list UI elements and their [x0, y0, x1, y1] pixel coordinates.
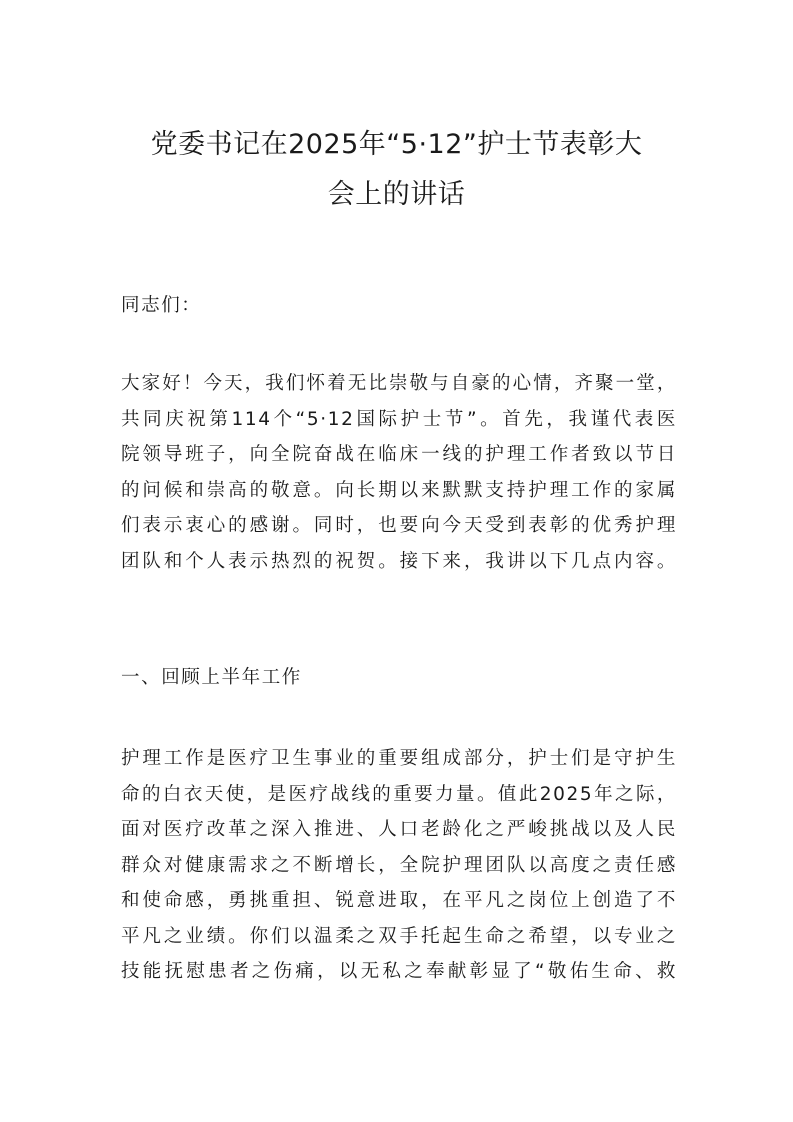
- paragraph-review: [121, 741, 677, 990]
- paragraph-line: 院领导班子，向全院奋战在临床一线的护理工作者致以节日: [121, 444, 677, 465]
- paragraph-line: 的问候和崇高的敬意。向长期以来默默支持护理工作的家属: [121, 479, 677, 501]
- paragraph-line: 命的白衣天使，是医疗战线的重要力量。值此2025年之际，: [121, 783, 677, 805]
- section-heading: [121, 660, 677, 696]
- paragraph-line: 技能抚慰患者之伤痛，以无私之奉献彰显了“敬佑生命、救: [121, 961, 677, 982]
- document-title: [100, 120, 693, 220]
- salutation-text: 同志们：: [121, 295, 202, 316]
- paragraph-line: 共同庆祝第114个“5·12国际护士节”。首先，我谨代表医: [121, 408, 677, 430]
- paragraph-line: 大家好！今天，我们怀着无比崇敬与自豪的心情，齐聚一堂，: [121, 373, 677, 394]
- title-line: 党委书记在2025年“5·12”护士节表彰大: [150, 129, 643, 160]
- paragraph-line: 护理工作是医疗卫生事业的重要组成部分，护士们是守护生: [121, 748, 677, 769]
- paragraph-line: 面对医疗改革之深入推进、人口老龄化之严峻挑战以及人民: [121, 819, 677, 840]
- paragraph-line: 平凡之业绩。你们以温柔之双手托起生命之希望，以专业之: [121, 925, 677, 947]
- salutation: [121, 288, 677, 324]
- paragraph-line: 团队和个人表示热烈的祝贺。接下来，我讲以下几点内容。: [121, 550, 677, 572]
- paragraph-opening: [121, 366, 677, 579]
- section-heading-text: 一、回顾上半年工作: [121, 667, 302, 688]
- paragraph-line: 和使命感，勇挑重担、锐意进取，在平凡之岗位上创造了不: [121, 890, 677, 911]
- title-line: 会上的讲话: [327, 179, 466, 210]
- paragraph-line: 们表示衷心的感谢。同时，也要向今天受到表彰的优秀护理: [121, 515, 677, 536]
- paragraph-line: 群众对健康需求之不断增长，全院护理团队以高度之责任感: [121, 854, 677, 876]
